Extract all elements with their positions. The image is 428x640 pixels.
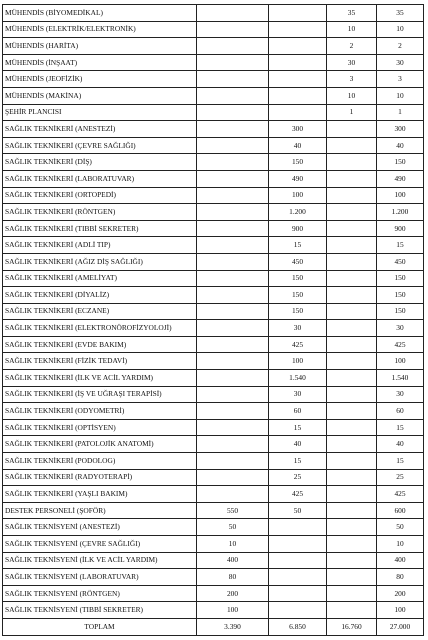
table-row bbox=[3, 270, 424, 287]
column-1-cell: 100 bbox=[197, 602, 269, 619]
column-2-cell: 30 bbox=[269, 386, 327, 403]
column-2-cell bbox=[269, 519, 327, 536]
column-2-cell bbox=[269, 536, 327, 553]
column-1-cell: 50 bbox=[197, 519, 269, 536]
position-name-cell: SAĞLIK TEKNİKERİ (DİYALİZ) bbox=[3, 287, 197, 304]
column-2-cell: 150 bbox=[269, 154, 327, 171]
column-1-cell bbox=[197, 137, 269, 154]
column-1-cell bbox=[197, 436, 269, 453]
table-row bbox=[3, 436, 424, 453]
table-row bbox=[3, 5, 424, 22]
column-2-cell: 100 bbox=[269, 187, 327, 204]
column-3-cell bbox=[327, 320, 377, 337]
column-1-cell bbox=[197, 204, 269, 221]
column-3-cell bbox=[327, 154, 377, 171]
total-cell: 100 bbox=[377, 602, 424, 619]
position-name-cell: SAĞLIK TEKNİSYENİ (TIBBİ SEKRETER) bbox=[3, 602, 197, 619]
column-3-cell bbox=[327, 270, 377, 287]
total-cell: 900 bbox=[377, 220, 424, 237]
column-2-cell: 15 bbox=[269, 453, 327, 470]
total-cell: 25 bbox=[377, 469, 424, 486]
column-3-cell bbox=[327, 187, 377, 204]
table-row bbox=[3, 353, 424, 370]
total-cell: 1 bbox=[377, 104, 424, 121]
column-2-cell bbox=[269, 38, 327, 55]
column-3-cell bbox=[327, 121, 377, 138]
staff-allocation-table bbox=[2, 4, 424, 636]
total-cell: 40 bbox=[377, 137, 424, 154]
column-1-cell bbox=[197, 486, 269, 503]
column-3-cell bbox=[327, 170, 377, 187]
column-1-cell bbox=[197, 220, 269, 237]
column-3-cell bbox=[327, 403, 377, 420]
position-name-cell: MÜHENDİS (İNŞAAT) bbox=[3, 54, 197, 71]
table-row bbox=[3, 569, 424, 586]
total-cell: 300 bbox=[377, 121, 424, 138]
total-cell: 35 bbox=[377, 5, 424, 22]
total-cell: 150 bbox=[377, 287, 424, 304]
table-row bbox=[3, 453, 424, 470]
position-name-cell: SAĞLIK TEKNİKERİ (OPTİSYEN) bbox=[3, 419, 197, 436]
column-3-cell bbox=[327, 552, 377, 569]
table-row bbox=[3, 21, 424, 38]
position-name-cell: SAĞLIK TEKNİKERİ (ORTOPEDİ) bbox=[3, 187, 197, 204]
column-3-cell bbox=[327, 336, 377, 353]
column-3-cell bbox=[327, 220, 377, 237]
total-cell: 50 bbox=[377, 519, 424, 536]
position-name-cell: SAĞLIK TEKNİSYENİ (ÇEVRE SAĞLIĞI) bbox=[3, 536, 197, 553]
column-2-cell bbox=[269, 569, 327, 586]
column-1-cell bbox=[197, 386, 269, 403]
column-2-cell: 15 bbox=[269, 419, 327, 436]
table-row bbox=[3, 253, 424, 270]
column-3-cell: 1 bbox=[327, 104, 377, 121]
column-1-cell: 400 bbox=[197, 552, 269, 569]
column-1-cell bbox=[197, 453, 269, 470]
column-1-cell bbox=[197, 38, 269, 55]
column-1-cell bbox=[197, 104, 269, 121]
total-cell: 30 bbox=[377, 386, 424, 403]
total-cell: 2 bbox=[377, 38, 424, 55]
column-3-cell: 3 bbox=[327, 71, 377, 88]
total-cell: 150 bbox=[377, 154, 424, 171]
total-value-cell: 3.390 bbox=[197, 618, 269, 635]
position-name-cell: SAĞLIK TEKNİKERİ (TIBBİ SEKRETER) bbox=[3, 220, 197, 237]
column-2-cell: 1.200 bbox=[269, 204, 327, 221]
column-2-cell bbox=[269, 71, 327, 88]
column-3-cell bbox=[327, 287, 377, 304]
position-name-cell: ŞEHİR PLANCISI bbox=[3, 104, 197, 121]
column-1-cell bbox=[197, 71, 269, 88]
position-name-cell: SAĞLIK TEKNİKERİ (ODYOMETRİ) bbox=[3, 403, 197, 420]
column-3-cell bbox=[327, 370, 377, 387]
total-cell: 400 bbox=[377, 552, 424, 569]
column-3-cell bbox=[327, 602, 377, 619]
position-name-cell: SAĞLIK TEKNİSYENİ (LABORATUVAR) bbox=[3, 569, 197, 586]
position-name-cell: SAĞLIK TEKNİKERİ (ELEKTRONÖROFİZYOLOJİ) bbox=[3, 320, 197, 337]
column-2-cell: 450 bbox=[269, 253, 327, 270]
position-name-cell: SAĞLIK TEKNİKERİ (RÖNTGEN) bbox=[3, 204, 197, 221]
table-row bbox=[3, 403, 424, 420]
column-1-cell bbox=[197, 237, 269, 254]
column-2-cell: 40 bbox=[269, 137, 327, 154]
column-2-cell: 425 bbox=[269, 336, 327, 353]
column-2-cell bbox=[269, 5, 327, 22]
position-name-cell: SAĞLIK TEKNİKERİ (AĞIZ DİŞ SAĞLIĞI) bbox=[3, 253, 197, 270]
total-value-cell: 27.000 bbox=[377, 618, 424, 635]
total-cell: 30 bbox=[377, 54, 424, 71]
total-cell: 200 bbox=[377, 585, 424, 602]
column-3-cell bbox=[327, 502, 377, 519]
table-row bbox=[3, 469, 424, 486]
total-cell: 150 bbox=[377, 303, 424, 320]
position-name-cell: SAĞLIK TEKNİKERİ (ECZANE) bbox=[3, 303, 197, 320]
table-row bbox=[3, 104, 424, 121]
position-name-cell: SAĞLIK TEKNİKERİ (İŞ VE UĞRAŞI TERAPİSİ) bbox=[3, 386, 197, 403]
position-name-cell: MÜHENDİS (MAKİNA) bbox=[3, 87, 197, 104]
table-row bbox=[3, 71, 424, 88]
position-name-cell: SAĞLIK TEKNİKERİ (ADLİ TIP) bbox=[3, 237, 197, 254]
table-row bbox=[3, 519, 424, 536]
column-2-cell bbox=[269, 552, 327, 569]
table-row bbox=[3, 536, 424, 553]
column-3-cell bbox=[327, 237, 377, 254]
column-1-cell bbox=[197, 287, 269, 304]
table-row bbox=[3, 552, 424, 569]
column-3-cell bbox=[327, 137, 377, 154]
position-name-cell: MÜHENDİS (HARİTA) bbox=[3, 38, 197, 55]
column-2-cell bbox=[269, 87, 327, 104]
column-2-cell bbox=[269, 602, 327, 619]
column-2-cell: 900 bbox=[269, 220, 327, 237]
column-3-cell: 35 bbox=[327, 5, 377, 22]
column-2-cell: 60 bbox=[269, 403, 327, 420]
column-1-cell bbox=[197, 54, 269, 71]
column-3-cell bbox=[327, 386, 377, 403]
table-row bbox=[3, 386, 424, 403]
position-name-cell: SAĞLIK TEKNİKERİ (ÇEVRE SAĞLIĞI) bbox=[3, 137, 197, 154]
column-3-cell: 10 bbox=[327, 87, 377, 104]
total-cell: 15 bbox=[377, 419, 424, 436]
total-cell: 490 bbox=[377, 170, 424, 187]
column-1-cell: 550 bbox=[197, 502, 269, 519]
column-3-cell bbox=[327, 536, 377, 553]
position-name-cell: DESTEK PERSONELİ (ŞOFÖR) bbox=[3, 502, 197, 519]
position-name-cell: SAĞLIK TEKNİKERİ (DİŞ) bbox=[3, 154, 197, 171]
column-3-cell: 30 bbox=[327, 54, 377, 71]
total-cell: 100 bbox=[377, 187, 424, 204]
total-cell: 450 bbox=[377, 253, 424, 270]
column-3-cell bbox=[327, 419, 377, 436]
column-2-cell: 150 bbox=[269, 287, 327, 304]
total-cell: 10 bbox=[377, 87, 424, 104]
total-cell: 425 bbox=[377, 486, 424, 503]
column-1-cell: 200 bbox=[197, 585, 269, 602]
column-1-cell bbox=[197, 87, 269, 104]
table-row bbox=[3, 54, 424, 71]
total-cell: 1.200 bbox=[377, 204, 424, 221]
column-1-cell bbox=[197, 353, 269, 370]
total-label: TOPLAM bbox=[3, 618, 197, 635]
total-cell: 15 bbox=[377, 453, 424, 470]
column-2-cell: 100 bbox=[269, 353, 327, 370]
position-name-cell: SAĞLIK TEKNİKERİ (AMELİYAT) bbox=[3, 270, 197, 287]
total-cell: 150 bbox=[377, 270, 424, 287]
column-3-cell bbox=[327, 469, 377, 486]
column-3-cell bbox=[327, 569, 377, 586]
total-cell: 60 bbox=[377, 403, 424, 420]
column-2-cell: 300 bbox=[269, 121, 327, 138]
table-row bbox=[3, 38, 424, 55]
table-row bbox=[3, 287, 424, 304]
table-row bbox=[3, 303, 424, 320]
table-row bbox=[3, 419, 424, 436]
total-cell: 40 bbox=[377, 436, 424, 453]
position-name-cell: SAĞLIK TEKNİKERİ (ANESTEZİ) bbox=[3, 121, 197, 138]
column-1-cell bbox=[197, 419, 269, 436]
column-2-cell: 30 bbox=[269, 320, 327, 337]
column-3-cell bbox=[327, 204, 377, 221]
column-2-cell bbox=[269, 54, 327, 71]
column-2-cell: 150 bbox=[269, 303, 327, 320]
column-2-cell: 1.540 bbox=[269, 370, 327, 387]
position-name-cell: SAĞLIK TEKNİKERİ (PODOLOG) bbox=[3, 453, 197, 470]
column-1-cell bbox=[197, 320, 269, 337]
column-1-cell bbox=[197, 121, 269, 138]
column-1-cell bbox=[197, 303, 269, 320]
column-2-cell: 150 bbox=[269, 270, 327, 287]
column-3-cell bbox=[327, 436, 377, 453]
column-3-cell bbox=[327, 353, 377, 370]
position-name-cell: SAĞLIK TEKNİKERİ (RADYOTERAPİ) bbox=[3, 469, 197, 486]
column-1-cell bbox=[197, 154, 269, 171]
column-2-cell: 490 bbox=[269, 170, 327, 187]
total-value-cell: 6.850 bbox=[269, 618, 327, 635]
column-1-cell bbox=[197, 336, 269, 353]
column-2-cell bbox=[269, 104, 327, 121]
position-name-cell: SAĞLIK TEKNİSYENİ (RÖNTGEN) bbox=[3, 585, 197, 602]
column-3-cell bbox=[327, 303, 377, 320]
total-cell: 600 bbox=[377, 502, 424, 519]
column-3-cell bbox=[327, 585, 377, 602]
total-cell: 10 bbox=[377, 21, 424, 38]
column-2-cell bbox=[269, 21, 327, 38]
column-2-cell: 50 bbox=[269, 502, 327, 519]
total-cell: 10 bbox=[377, 536, 424, 553]
position-name-cell: SAĞLIK TEKNİKERİ (LABORATUVAR) bbox=[3, 170, 197, 187]
table-row bbox=[3, 204, 424, 221]
position-name-cell: MÜHENDİS (ELEKTRİK/ELEKTRONİK) bbox=[3, 21, 197, 38]
column-2-cell: 425 bbox=[269, 486, 327, 503]
column-1-cell: 80 bbox=[197, 569, 269, 586]
column-1-cell bbox=[197, 21, 269, 38]
total-row bbox=[3, 618, 424, 635]
column-1-cell bbox=[197, 253, 269, 270]
table-row bbox=[3, 137, 424, 154]
column-3-cell bbox=[327, 519, 377, 536]
table-row bbox=[3, 486, 424, 503]
table-row bbox=[3, 220, 424, 237]
column-3-cell: 2 bbox=[327, 38, 377, 55]
position-name-cell: MÜHENDİS (JEOFİZİK) bbox=[3, 71, 197, 88]
position-name-cell: SAĞLIK TEKNİSYENİ (İLK VE ACİL YARDIM) bbox=[3, 552, 197, 569]
table-row bbox=[3, 320, 424, 337]
position-name-cell: MÜHENDİS (BİYOMEDİKAL) bbox=[3, 5, 197, 22]
table-row bbox=[3, 154, 424, 171]
table-row bbox=[3, 187, 424, 204]
column-2-cell bbox=[269, 585, 327, 602]
column-3-cell bbox=[327, 486, 377, 503]
column-2-cell: 15 bbox=[269, 237, 327, 254]
column-1-cell bbox=[197, 5, 269, 22]
table-row bbox=[3, 585, 424, 602]
position-name-cell: SAĞLIK TEKNİKERİ (PATOLOJİK ANATOMİ) bbox=[3, 436, 197, 453]
total-cell: 425 bbox=[377, 336, 424, 353]
position-name-cell: SAĞLIK TEKNİKERİ (EVDE BAKIM) bbox=[3, 336, 197, 353]
column-1-cell bbox=[197, 370, 269, 387]
position-name-cell: SAĞLIK TEKNİKERİ (FİZİK TEDAVİ) bbox=[3, 353, 197, 370]
column-1-cell bbox=[197, 187, 269, 204]
column-3-cell: 10 bbox=[327, 21, 377, 38]
total-value-cell: 16.760 bbox=[327, 618, 377, 635]
table-row bbox=[3, 502, 424, 519]
total-cell: 1.540 bbox=[377, 370, 424, 387]
position-name-cell: SAĞLIK TEKNİSYENİ (ANESTEZİ) bbox=[3, 519, 197, 536]
total-cell: 100 bbox=[377, 353, 424, 370]
column-3-cell bbox=[327, 453, 377, 470]
table-body bbox=[3, 5, 424, 636]
position-name-cell: SAĞLIK TEKNİKERİ (YAŞLI BAKIM) bbox=[3, 486, 197, 503]
total-cell: 80 bbox=[377, 569, 424, 586]
position-name-cell: SAĞLIK TEKNİKERİ (İLK VE ACİL YARDIM) bbox=[3, 370, 197, 387]
document-page bbox=[2, 4, 423, 636]
table-row bbox=[3, 121, 424, 138]
column-1-cell bbox=[197, 403, 269, 420]
column-1-cell bbox=[197, 170, 269, 187]
total-cell: 15 bbox=[377, 237, 424, 254]
column-1-cell bbox=[197, 270, 269, 287]
table-row bbox=[3, 602, 424, 619]
total-cell: 30 bbox=[377, 320, 424, 337]
table-row bbox=[3, 87, 424, 104]
column-1-cell: 10 bbox=[197, 536, 269, 553]
table-row bbox=[3, 237, 424, 254]
column-2-cell: 40 bbox=[269, 436, 327, 453]
column-2-cell: 25 bbox=[269, 469, 327, 486]
total-cell: 3 bbox=[377, 71, 424, 88]
table-row bbox=[3, 336, 424, 353]
table-row bbox=[3, 370, 424, 387]
column-3-cell bbox=[327, 253, 377, 270]
table-row bbox=[3, 170, 424, 187]
column-1-cell bbox=[197, 469, 269, 486]
